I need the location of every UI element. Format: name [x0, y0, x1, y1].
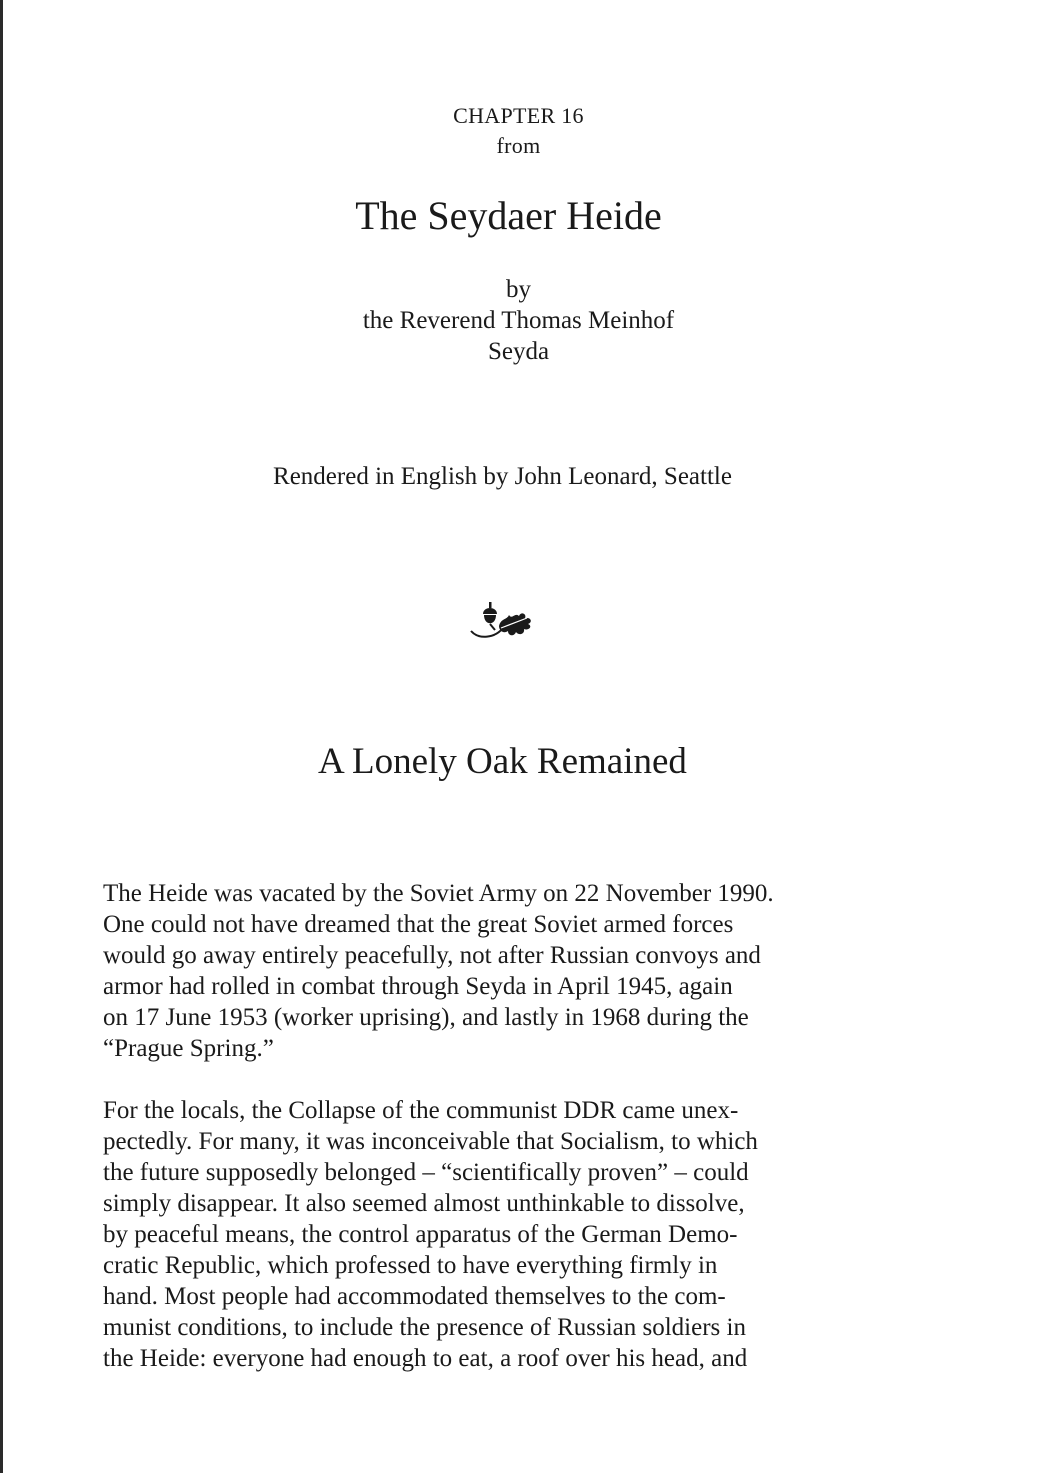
text-line: For the locals, the Collapse of the communist DDR came unex-	[103, 1097, 739, 1124]
text-line: cratic Republic, which professed to have everything firmly in	[103, 1252, 718, 1279]
text-line: munist conditions, to include the presence of Russian soldiers in	[103, 1314, 746, 1341]
text-line: “Prague Spring.”	[103, 1035, 274, 1062]
text-line: hand. Most people had accommodated themselves to the com-	[103, 1283, 726, 1310]
text-line: on 17 June 1953 (worker uprising), and lastly in 1968 during the	[103, 1004, 749, 1031]
text-line: the future supposedly belonged – “scientifically proven” – could	[103, 1159, 749, 1186]
chapter-number: CHAPTER 16	[453, 103, 584, 128]
from-label: from	[496, 133, 541, 158]
text-line: simply disappear. It also seemed almost unthinkable to dissolve,	[103, 1190, 745, 1217]
translator-credit: Rendered in English by John Leonard, Seattle	[273, 463, 732, 490]
paragraph-1	[103, 878, 918, 1064]
chapter-heading	[0, 101, 1037, 161]
text-line: would go away entirely peacefully, not after Russian convoys and	[103, 942, 761, 969]
body-text	[103, 878, 918, 1405]
text-line: by peaceful means, the control apparatus of the German Demo-	[103, 1221, 738, 1248]
text-line: The Heide was vacated by the Soviet Army on 22 November 1990.	[103, 880, 774, 907]
acorn-oak-leaf-icon	[465, 598, 540, 646]
text-line: armor had rolled in combat through Seyda in April 1945, again	[103, 973, 733, 1000]
author-name: the Reverend Thomas Meinhof	[362, 307, 675, 334]
author-block	[0, 274, 1037, 367]
text-line: the Heide: everyone had enough to eat, a roof over his head, and	[103, 1345, 748, 1372]
text-line: One could not have dreamed that the great Soviet armed forces	[103, 911, 734, 938]
paragraph-2	[103, 1095, 918, 1374]
chapter-title: A Lonely Oak Remained	[318, 741, 687, 782]
text-line: pectedly. For many, it was inconceivable that Socialism, to which	[103, 1128, 758, 1155]
author-place: Seyda	[487, 338, 550, 365]
book-title: The Seydaer Heide	[355, 193, 662, 238]
by-label: by	[506, 276, 531, 303]
